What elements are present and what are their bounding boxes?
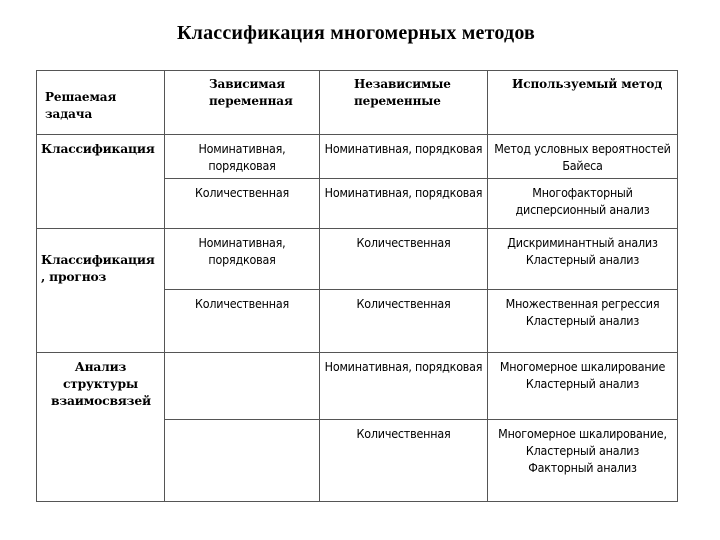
task-label: Анализ структуры взаимосвязей (51, 359, 151, 408)
task-label: Классификация (41, 141, 155, 156)
dependent-value: Количественная (195, 296, 289, 311)
method-value: Метод условных вероятностей Байеса (494, 141, 671, 173)
independent-cell (320, 135, 488, 179)
header-method-label: Используемый метод (512, 77, 663, 91)
header-dependent (165, 71, 320, 135)
header-task-label: Решаемая задача (45, 89, 117, 121)
independent-cell (320, 179, 488, 229)
table-row (37, 135, 678, 179)
dependent-cell (165, 420, 320, 502)
method-cell (488, 229, 678, 290)
task-cell (37, 353, 165, 502)
table-row (37, 229, 678, 290)
header-task (37, 71, 165, 135)
independent-value: Количественная (356, 426, 451, 441)
method-value: Дискриминантный анализ Кластерный анализ (507, 235, 658, 267)
independent-value: Номинативная, порядковая (324, 359, 483, 374)
method-cell (488, 353, 678, 420)
task-label: Классификация , прогноз (41, 252, 155, 284)
task-cell (37, 229, 165, 353)
independent-cell (320, 290, 488, 353)
dependent-cell (165, 353, 320, 420)
table-row (37, 353, 678, 420)
dependent-cell (165, 290, 320, 353)
method-cell (488, 135, 678, 179)
header-independent (320, 71, 488, 135)
dependent-cell (165, 135, 320, 179)
methods-table (36, 70, 678, 502)
method-cell (488, 420, 678, 502)
header-dependent-label: Зависимая переменная (209, 77, 293, 108)
dependent-cell (165, 179, 320, 229)
method-value: Многофакторный дисперсионный анализ (515, 185, 650, 217)
header-independent-label: Независимые переменные (354, 77, 451, 108)
dependent-value: Номинативная, порядковая (198, 141, 286, 173)
independent-value: Номинативная, порядковая (324, 141, 483, 156)
independent-cell (320, 353, 488, 420)
dependent-value: Количественная (195, 185, 289, 200)
method-value: Многомерное шкалирование Кластерный анализ (499, 359, 666, 391)
independent-value: Номинативная, порядковая (324, 185, 483, 200)
method-cell (488, 179, 678, 229)
independent-value: Количественная (356, 296, 451, 311)
page-title: Классификация многомерных методов (176, 22, 536, 44)
independent-cell (320, 229, 488, 290)
dependent-cell (165, 229, 320, 290)
method-cell (488, 290, 678, 353)
table-header-row (37, 71, 678, 135)
independent-value: Количественная (356, 235, 451, 250)
header-method (488, 71, 678, 135)
method-value: Множественная регрессия Кластерный анализ (505, 296, 660, 328)
method-value: Многомерное шкалирование, Кластерный анализ Факторный анализ (498, 426, 667, 475)
task-cell (37, 135, 165, 229)
dependent-value: Номинативная, порядковая (198, 235, 286, 267)
independent-cell (320, 420, 488, 502)
